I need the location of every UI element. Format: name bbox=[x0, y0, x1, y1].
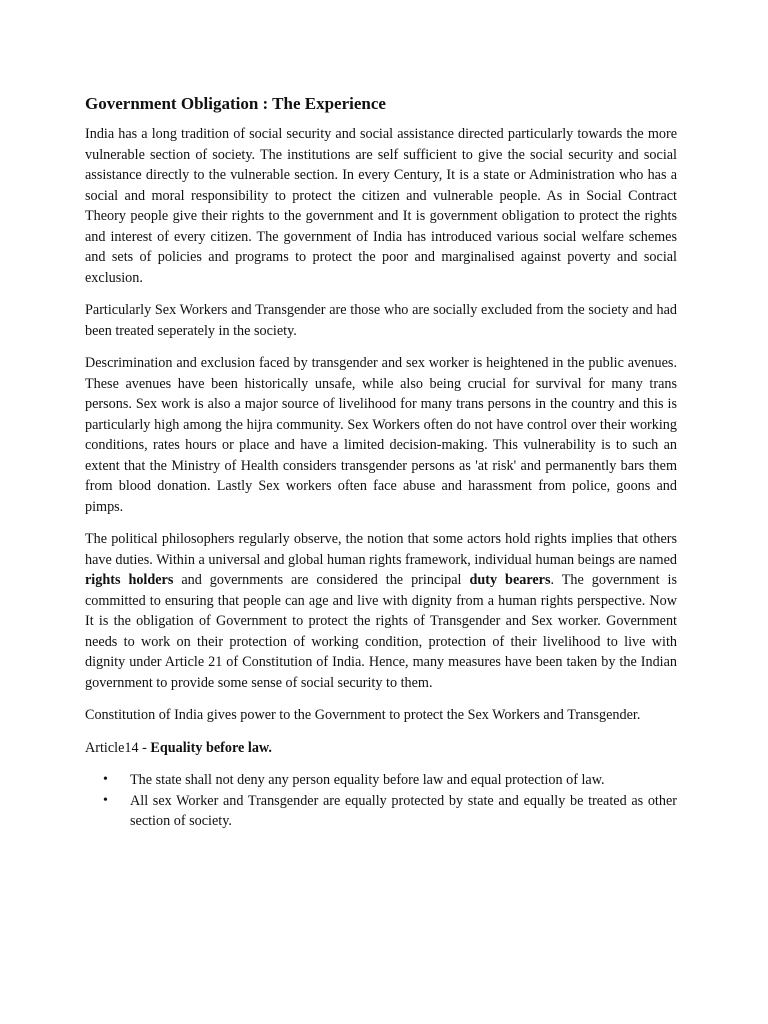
text-segment: and governments are considered the principal bbox=[173, 572, 470, 588]
article-heading bbox=[85, 738, 677, 759]
document-page bbox=[85, 92, 677, 832]
list-item-text: All sex Worker and Transgender are equally protected by state and equally be treated as other section of society. bbox=[130, 792, 677, 829]
list-item bbox=[85, 791, 677, 832]
text-segment: The political philosophers regularly observe, the notion that some actors hold rights implies that others have duties. Within a universal and global human rights framework, individual human beings are named bbox=[85, 531, 677, 568]
duty-bearers-term: duty bearers bbox=[469, 572, 551, 588]
rights-holders-term: rights holders bbox=[85, 572, 174, 588]
article-bullet-list bbox=[85, 770, 677, 832]
paragraph-exclusion: Particularly Sex Workers and Transgender are those who are socially excluded from the society and had been treated seperately in the society. bbox=[85, 302, 677, 339]
paragraph-constitution: Constitution of India gives power to the Government to protect the Sex Workers and Transgender. bbox=[85, 707, 641, 723]
paragraph-rights-duties bbox=[85, 529, 677, 693]
list-item-text: The state shall not deny any person equality before law and equal protection of law. bbox=[130, 772, 605, 788]
paragraph-social-security: India has a long tradition of social security and social assistance directed particularly towards the more vulnerable section of society. The institutions are self sufficient to give the social security and social assistance directly to the vulnerable section. In every Century, It is a state or Administration who has a social and moral responsibility to protect the citizen and vulnerable people. As in Social Contract Theory people give their rights to the government and It is government obligation to protect the rights and interest of every citizen. The government of India has introduced various social welfare schemes and sets of policies and programs to protect the poor and marginalised against poverty and social exclusion. bbox=[85, 126, 677, 286]
list-item bbox=[85, 770, 677, 791]
page-title: Government Obligation : The Experience bbox=[85, 94, 386, 113]
article-label: Article14 - bbox=[85, 739, 151, 756]
paragraph-discrimination: Descrimination and exclusion faced by transgender and sex worker is heightened in the public avenues. These avenues have been historically unsafe, while also being crucial for survival for many trans persons. Sex work is also a major source of livelihood for many trans persons in the country and this is particularly high among the hijra community. Sex Workers often do not have control over their working conditions, rates hours or place and have a limited decision-making. This vulnerability is to such an extent that the Ministry of Health considers transgender persons as 'at risk' and permanently bars them from blood donation. Lastly Sex workers often face abuse and harassment from police, goons and pimps. bbox=[85, 355, 677, 515]
bullet-icon: • bbox=[103, 772, 108, 787]
text-segment: . The government is committed to ensuring that people can age and live with dignity from a human rights perspective. Now It is the obligation of Government to protect the rights of Transgender and Sex worker. Government needs to work on their protection of working condition, protection of their livelihood to live with dignity under Article 21 of Constitution of India. Hence, many measures have been taken by the Indian government to provide some sense of social security to them. bbox=[85, 572, 677, 691]
bullet-icon: • bbox=[103, 792, 108, 808]
article-title: Equality before law. bbox=[150, 739, 272, 756]
